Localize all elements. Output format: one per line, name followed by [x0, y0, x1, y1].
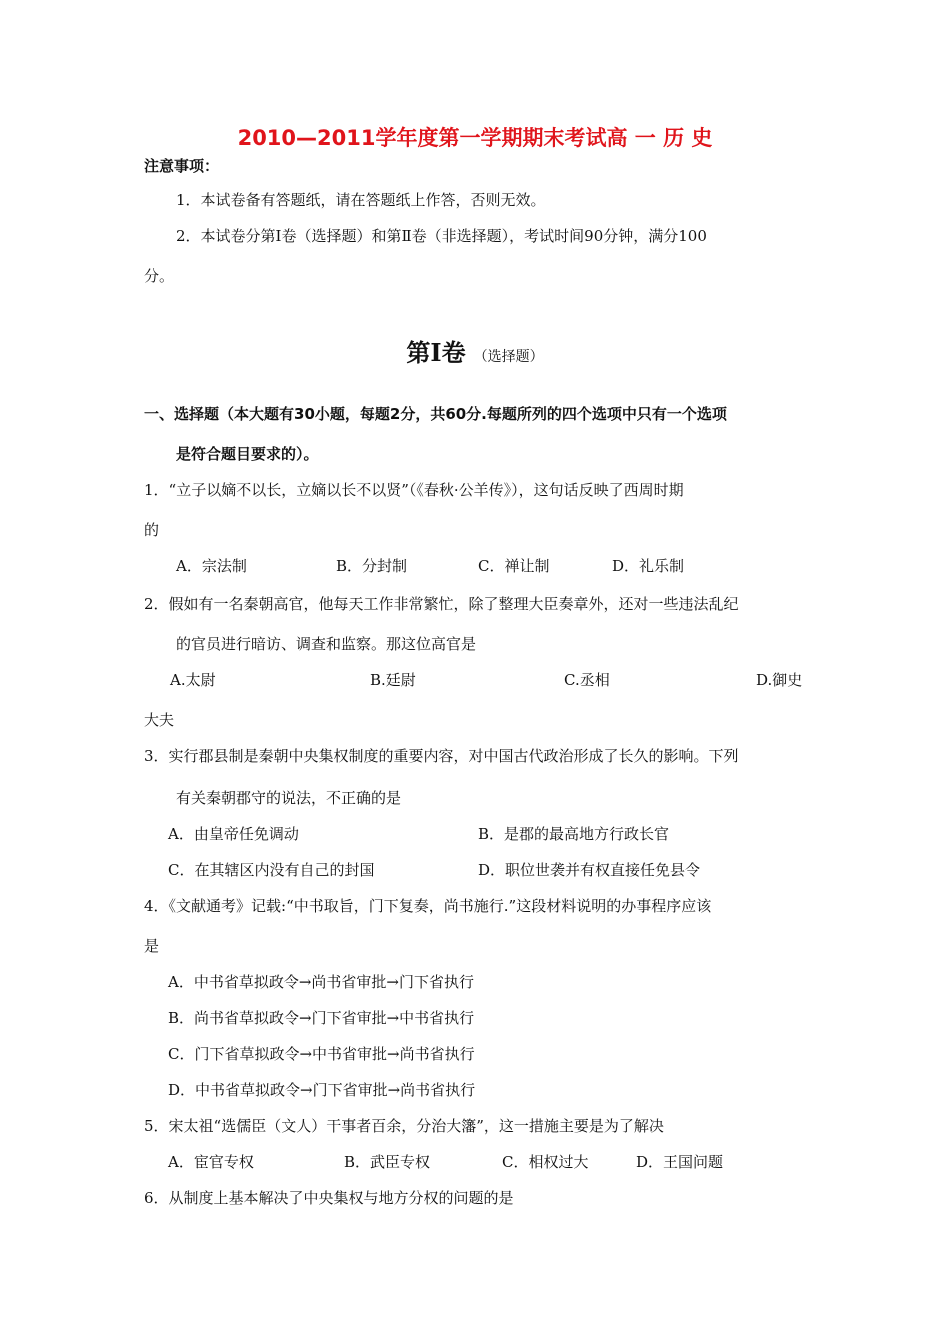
question-5-option-d: D．王国问题	[636, 1153, 724, 1171]
question-1-option-b: B．分封制	[336, 557, 408, 575]
notice-heading: 注意事项：	[144, 157, 220, 175]
exam-title: 2010—2011学年度第一学期期末考试高 一 历 史	[237, 126, 713, 150]
question-4-option-c: C．门下省草拟政令→中书省审批→尚书省执行	[168, 1045, 475, 1063]
question-4-option-d: D．中书省草拟政令→门下省审批→尚书省执行	[168, 1081, 476, 1099]
question-3-stem: 3．实行郡县制是秦朝中央集权制度的重要内容，对中国古代政治形成了长久的影响。下列	[144, 747, 739, 765]
question-2-option-a: A.太尉	[170, 671, 216, 689]
part1-instructions-wrap: 是符合题目要求的）。	[176, 445, 319, 463]
question-1-option-c: C．禅让制	[478, 557, 550, 575]
question-5-option-a: A．宦官专权	[168, 1153, 254, 1171]
question-4-option-b: B．尚书省草拟政令→门下省审批→中书省执行	[168, 1009, 475, 1027]
question-2-option-c: C.丞相	[564, 671, 610, 689]
notice-item-2-wrap: 分。	[144, 267, 175, 285]
question-2-stem-wrap: 的官员进行暗访、调查和监察。那这位高官是	[176, 635, 477, 653]
notice-item-1: 1．本试卷备有答题纸，请在答题纸上作答，否则无效。	[176, 191, 546, 209]
question-3-option-c: C．在其辖区内没有自己的封国	[168, 861, 375, 879]
question-4-stem: 4．《文献通考》记载:“中书取旨，门下复奏，尚书施行.”这段材料说明的办事程序应该	[144, 897, 712, 915]
question-2-option-d-wrap: 大夫	[144, 711, 175, 729]
question-3-option-b: B．是郡的最高地方行政长官	[478, 825, 670, 843]
question-2-option-d: D.御史	[756, 671, 803, 689]
question-3-option-a: A．由皇帝任免调动	[168, 825, 299, 843]
question-1-stem-wrap: 的	[144, 521, 160, 539]
question-2-option-b: B.廷尉	[370, 671, 416, 689]
notice-item-2: 2．本试卷分第Ⅰ卷（选择题）和第Ⅱ卷（非选择题），考试时间90分钟，满分100	[176, 227, 707, 245]
question-1-stem: 1．“立子以嫡不以长，立嫡以长不以贤”（《春秋·公羊传》），这句话反映了西周时期	[144, 481, 684, 499]
section-subtitle: （选择题）	[473, 349, 544, 365]
question-3-option-d: D．职位世袭并有权直接任免县令	[478, 861, 701, 879]
question-5-option-b: B．武臣专权	[344, 1153, 431, 1171]
question-5-option-c: C．相权过大	[502, 1153, 589, 1171]
question-6-stem: 6．从制度上基本解决了中央集权与地方分权的问题的是	[144, 1189, 514, 1207]
question-3-stem-wrap: 有关秦朝郡守的说法，不正确的是	[176, 789, 402, 807]
question-4-option-a: A．中书省草拟政令→尚书省审批→门下省执行	[168, 973, 474, 991]
part1-instructions: 一、选择题（本大题有30小题，每题2分，共60分.每题所列的四个选项中只有一个选项	[144, 405, 727, 423]
question-1-option-a: A．宗法制	[176, 557, 247, 575]
question-4-stem-wrap: 是	[144, 937, 160, 955]
question-2-stem: 2．假如有一名秦朝高官，他每天工作非常繁忙，除了整理大臣奏章外，还对一些违法乱纪	[144, 595, 739, 613]
section-title: 第Ⅰ卷	[406, 338, 466, 367]
question-5-stem: 5．宋太祖“选儒臣（文人）干事者百余，分治大籓”，这一措施主要是为了解决	[144, 1117, 664, 1135]
question-1-option-d: D．礼乐制	[612, 557, 685, 575]
section-heading	[0, 338, 950, 372]
